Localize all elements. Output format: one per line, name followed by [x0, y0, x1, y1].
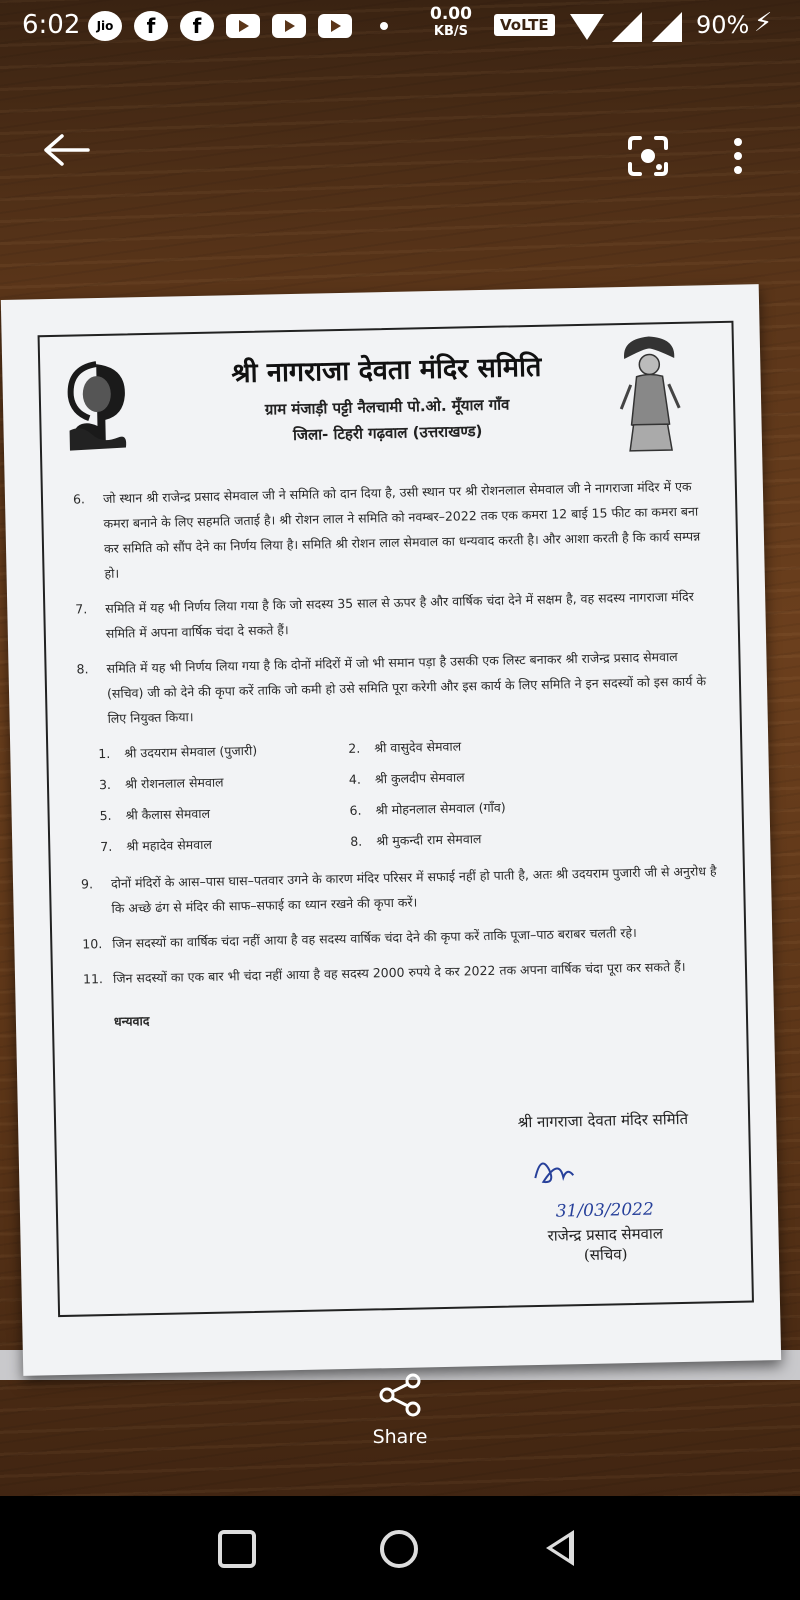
- lens-icon[interactable]: [626, 134, 670, 178]
- signal-icon: [652, 12, 682, 42]
- member-number: 2.: [348, 740, 361, 756]
- member-name: श्री कुलदीप सेमवाल: [374, 769, 465, 787]
- member-number: 8.: [350, 833, 363, 849]
- status-bar: [0, 0, 800, 52]
- youtube-icon: [272, 14, 306, 38]
- member-number: 3.: [98, 776, 112, 793]
- recent-apps-icon[interactable]: [218, 1530, 256, 1568]
- notification-dot: [380, 22, 388, 30]
- member-name: श्री कैलास सेमवाल: [125, 805, 211, 823]
- item-text: जो स्थान श्री राजेन्द्र प्रसाद सेमवाल जी ने समिति को दान दिया है, उसी स्थान पर श्री रोशनलाल सेमवाल जी ने नागराजा मंदिर में एक कमरा बनाने के लिए सहमति जताई है। श्री रोशन लाल ने समिति को नवम्बर–2022 तक एक कमरा 12 बाई 15 फीट का कमरा बना कर समिति को सौंप देने का निर्णय लिया है। समिति श्री रोशन लाल सेमवाल का धन्यवाद करती है। और आशा करती है कि कार्य सम्पन्न हो।: [102, 478, 701, 581]
- sign-title: (सचिव): [583, 1245, 628, 1265]
- item-number: 9.: [80, 876, 94, 892]
- member-name: श्री उदयराम सेमवाल (पुजारी): [124, 742, 258, 761]
- member-item: [68, 737, 318, 767]
- member-item: [320, 824, 580, 854]
- item-number: 10.: [82, 936, 103, 952]
- share-button[interactable]: [340, 1372, 460, 1448]
- facebook-icon: f: [180, 11, 214, 41]
- org-name: श्री नागराजा देवता मंदिर समिति: [231, 351, 542, 390]
- district-line: जिला- टिहरी गढ़वाल (उत्तराखण्ड): [292, 422, 483, 444]
- back-icon[interactable]: [546, 1530, 574, 1566]
- back-arrow-icon[interactable]: [38, 130, 94, 170]
- system-nav-bar: [0, 1496, 800, 1600]
- member-item: [69, 768, 319, 798]
- net-speed-unit: KB/S: [433, 24, 469, 39]
- document-frame: [38, 321, 754, 1317]
- address-line: ग्राम मंजाड़ी पट्टी नैलचामी पो.ओ. मूँयाल गाँव: [264, 395, 510, 419]
- member-item: [69, 798, 319, 828]
- member-name: श्री मोहनलाल सेमवाल (गाँव): [375, 799, 506, 818]
- battery-level: 90%: [696, 11, 750, 39]
- member-number: 1.: [98, 745, 111, 762]
- handwritten-signature: [528, 1145, 679, 1198]
- thanks-text: धन्यवाद: [113, 1013, 150, 1029]
- share-label: Share: [372, 1426, 428, 1448]
- home-icon[interactable]: [380, 1530, 418, 1568]
- item-number: 6.: [72, 491, 86, 507]
- resolution-item: [71, 858, 720, 922]
- status-time: 6:02: [22, 10, 81, 40]
- member-name: श्री वासुदेव सेमवाल: [374, 738, 462, 756]
- share-icon: [375, 1372, 425, 1418]
- wifi-icon: [570, 14, 604, 40]
- volte-badge: VoLTE: [494, 14, 555, 36]
- member-item: [70, 829, 320, 859]
- member-number: 4.: [348, 771, 362, 787]
- member-number: 7.: [100, 838, 113, 855]
- youtube-icon: [318, 14, 352, 38]
- sign-committee: श्री नागराजा देवता मंदिर समिति: [517, 1109, 689, 1132]
- member-item: [318, 731, 578, 761]
- member-name: श्री मुकन्दी राम सेमवाल: [376, 831, 482, 849]
- facebook-icon: f: [134, 11, 168, 41]
- member-name: श्री रोशनलाल सेमवाल: [124, 774, 224, 792]
- resolution-item: [72, 918, 720, 957]
- signature-date: 31/03/2022: [555, 1199, 654, 1222]
- signature-block: [518, 1109, 692, 1267]
- item-number: 7.: [75, 601, 88, 617]
- document-body: [63, 473, 722, 1034]
- jio-icon: Jio: [88, 11, 122, 41]
- member-list: [68, 728, 718, 860]
- resolution-item: [65, 583, 714, 647]
- more-vert-icon[interactable]: [726, 134, 750, 178]
- item-number: 8.: [76, 661, 89, 677]
- member-name: श्री महादेव सेमवाल: [126, 836, 212, 854]
- member-item: [319, 762, 579, 792]
- item-number: 11.: [82, 971, 104, 987]
- app-bar: [0, 110, 800, 190]
- member-number: 5.: [99, 807, 112, 824]
- youtube-icon: [226, 14, 260, 38]
- document-photo: [1, 284, 781, 1376]
- item-text: दोनों मंदिरों के आस–पास घास–पतवार उगने के कारण मंदिर परिसर में सफाई नहीं हो पाती है, अतः श्री उदयराम पुजारी जी से अनुरोध है कि अच्छे ढंग से मंदिर की साफ–सफाई का ध्यान रखने की कृपा करें।: [110, 863, 717, 916]
- resolution-item: [73, 953, 721, 992]
- item-text: जिन सदस्यों का वार्षिक चंदा नहीं आया है वह सदस्य वार्षिक चंदा देने की कृपा करें ताकि पूजा–पाठ बराबर चलती रहे।: [112, 924, 637, 951]
- item-text: जिन सदस्यों का एक बार भी चंदा नहीं आया है वह सदस्य 2000 रुपये दे कर 2022 तक अपना वार्षिक चंदा पूरा कर सकते हैं।: [112, 958, 686, 986]
- signal-icon: [612, 12, 642, 42]
- member-item: [319, 793, 579, 823]
- resolution-item: [63, 473, 713, 587]
- net-speed: [430, 6, 472, 38]
- resolution-item: [66, 643, 715, 732]
- member-number: 6.: [349, 802, 362, 818]
- item-text: समिति में यह भी निर्णय लिया गया है कि जो सदस्य 35 साल से ऊपर है और वार्षिक चंदा देने में सक्षम है, वह सदस्य नागराजा मंदिर समिति में अपना वार्षिक चंदा दे सकते हैं।: [105, 588, 694, 641]
- net-speed-value: 0.00: [430, 4, 472, 24]
- charging-icon: ⚡: [754, 8, 773, 38]
- sign-name: राजेन्द्र प्रसाद सेमवाल: [547, 1224, 664, 1245]
- item-text: समिति में यह भी निर्णय लिया गया है कि दोनों मंदिरों में जो भी समान पड़ा है उसकी एक लिस्ट बनाकर श्री राजेन्द्र प्रसाद सेमवाल (सचिव) जी को देने की कृपा करें ताकि जो कमी हो उसे समिति पूरा करेगी और इस कार्य के लिए समिति ने इन सदस्यों को इस कार्य के लिए नियुक्त किया।: [106, 648, 707, 726]
- letterhead: [40, 343, 734, 450]
